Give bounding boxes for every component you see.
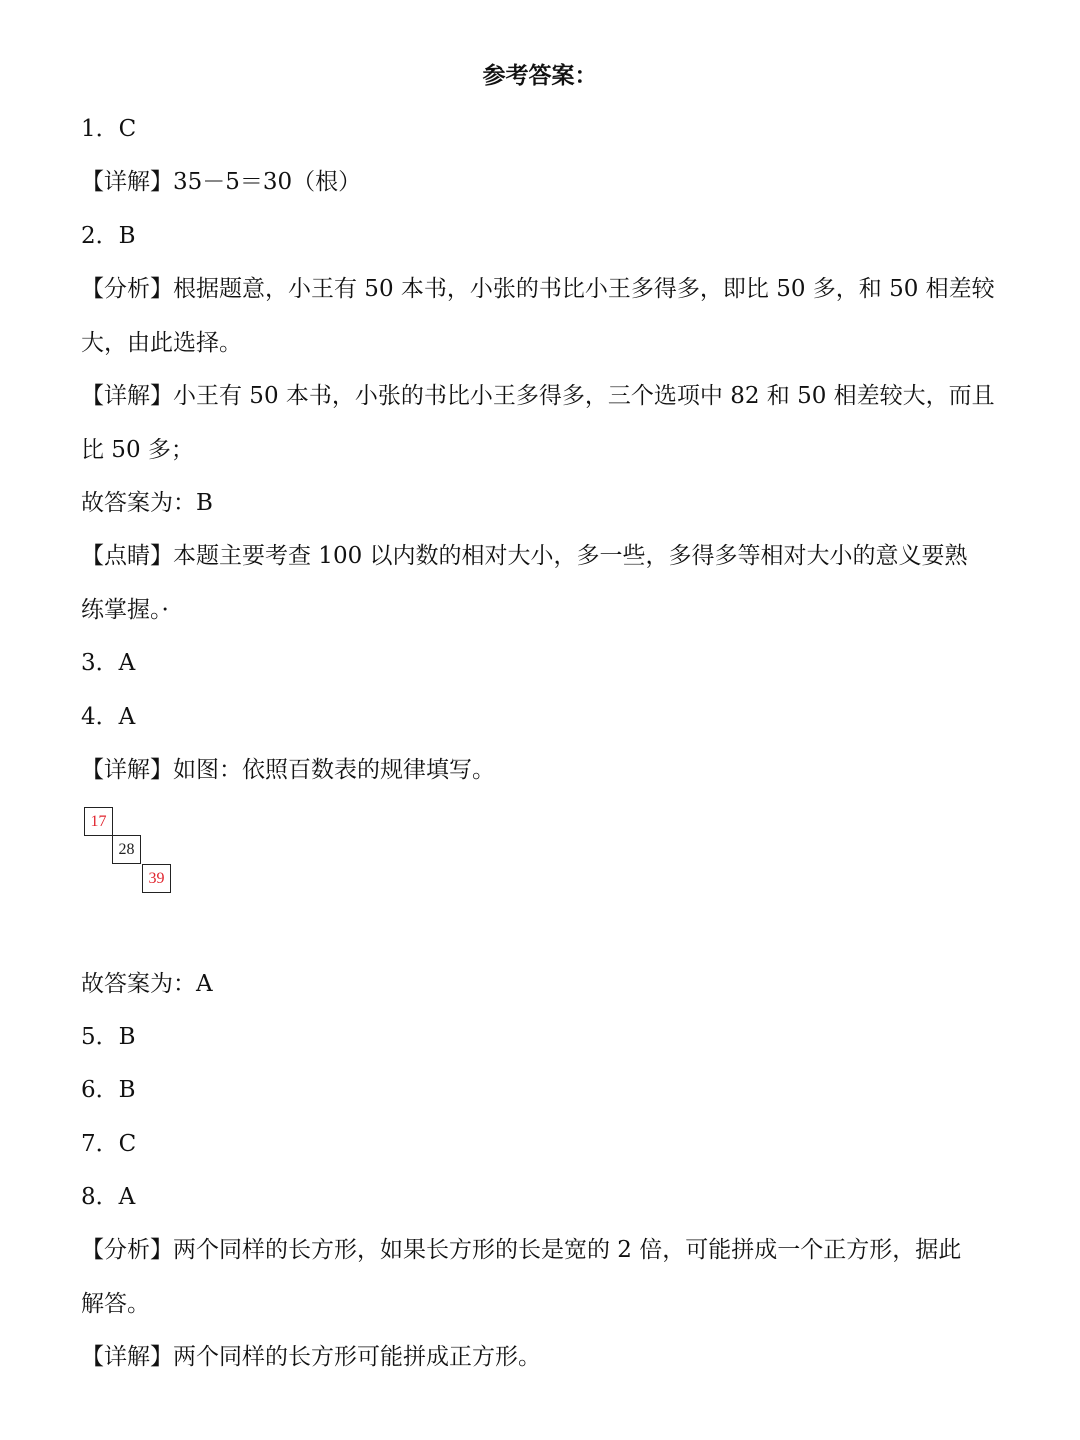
explanation-1: 【详解】35－5＝30（根）	[81, 169, 362, 195]
analysis-8-line-2: 解答。	[81, 1291, 150, 1317]
analysis-8-line-1: 【分析】两个同样的长方形，如果长方形的长是宽的 2 倍，可能拼成一个正方形，据此	[81, 1237, 962, 1263]
explanation-2-line-2: 比 50 多；	[81, 437, 194, 463]
answer-5: 5．B	[81, 1024, 136, 1050]
answer-4: 4．A	[81, 704, 136, 730]
explanation-4: 【详解】如图：依照百数表的规律填写。	[81, 757, 495, 783]
cell-17: 17	[84, 807, 113, 836]
answer-1: 1．C	[81, 116, 137, 142]
answer-3: 3．A	[81, 650, 136, 676]
explanation-2-line-1: 【详解】小王有 50 本书，小张的书比小王多得多，三个选项中 82 和 50 相差较大，而且	[81, 383, 995, 409]
explanation-8: 【详解】两个同样的长方形可能拼成正方形。	[81, 1344, 541, 1370]
page-title: 参考答案：	[482, 62, 598, 89]
cell-28: 28	[112, 835, 141, 864]
answer-7: 7．C	[81, 1131, 137, 1157]
answer-2: 2．B	[81, 223, 136, 249]
analysis-2-line-2: 大，由此选择。	[81, 330, 242, 356]
hundred-chart-figure	[82, 805, 177, 897]
conclusion-4: 故答案为：A	[81, 971, 213, 997]
comment-2-line-1: 【点睛】本题主要考查 100 以内数的相对大小，多一些，多得多等相对大小的意义要熟	[81, 543, 968, 569]
answer-8: 8．A	[81, 1184, 136, 1210]
answer-6: 6．B	[81, 1077, 136, 1103]
analysis-2-line-1: 【分析】根据题意，小王有 50 本书，小张的书比小王多得多，即比 50 多，和 50 相差较	[81, 276, 995, 302]
conclusion-2: 故答案为：B	[81, 490, 213, 516]
cell-39: 39	[142, 864, 171, 893]
comment-2-line-2: 练掌握。·	[81, 597, 169, 623]
